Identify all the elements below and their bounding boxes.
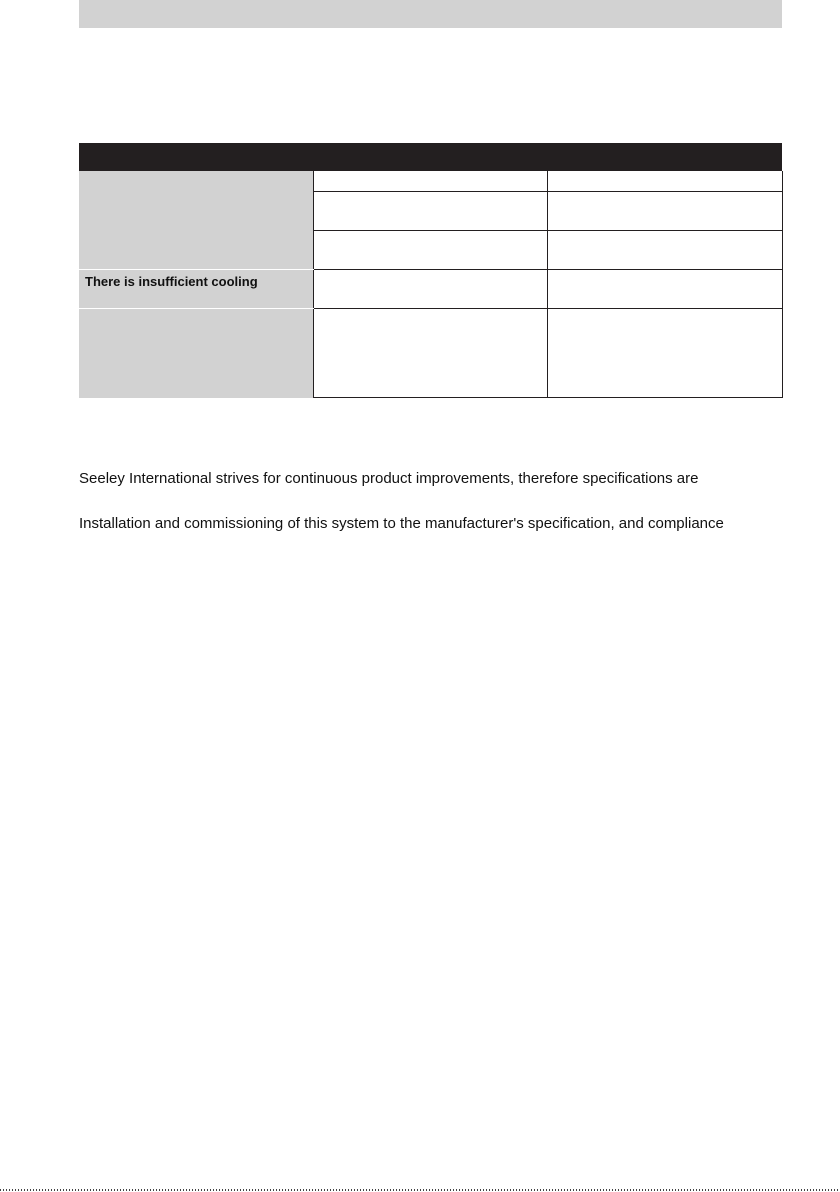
- remedy-cell: [547, 309, 782, 398]
- fault-cell: [79, 171, 313, 270]
- section-header-bar: [79, 0, 782, 28]
- remedy-cell: [547, 231, 782, 270]
- table-header-row: [79, 143, 782, 171]
- remedy-cell: [547, 270, 782, 309]
- cause-cell: [313, 231, 547, 270]
- table-row: [79, 309, 782, 398]
- cause-cell: [313, 171, 547, 192]
- header-cell-remedy: [547, 143, 782, 171]
- installation-paragraph: Installation and commissioning of this system to the manufacturer's specification, and compliance: [79, 515, 724, 532]
- cause-cell: [313, 309, 547, 398]
- cause-cell: [313, 270, 547, 309]
- fault-cell-insufficient-cooling: There is insufficient cooling: [79, 270, 313, 309]
- table-row: [79, 270, 782, 309]
- fault-cell: [79, 309, 313, 398]
- troubleshooting-table-container: [79, 143, 782, 398]
- product-improvement-paragraph: Seeley International strives for continuous product improvements, therefore specifications are: [79, 470, 699, 487]
- header-cell-cause: [313, 143, 547, 171]
- remedy-cell: [547, 171, 782, 192]
- troubleshooting-table: [79, 143, 783, 398]
- table-row: [79, 171, 782, 192]
- remedy-cell: [547, 192, 782, 231]
- cause-cell: [313, 192, 547, 231]
- header-cell-fault: [79, 143, 313, 171]
- page-bottom-rule: [0, 1189, 840, 1191]
